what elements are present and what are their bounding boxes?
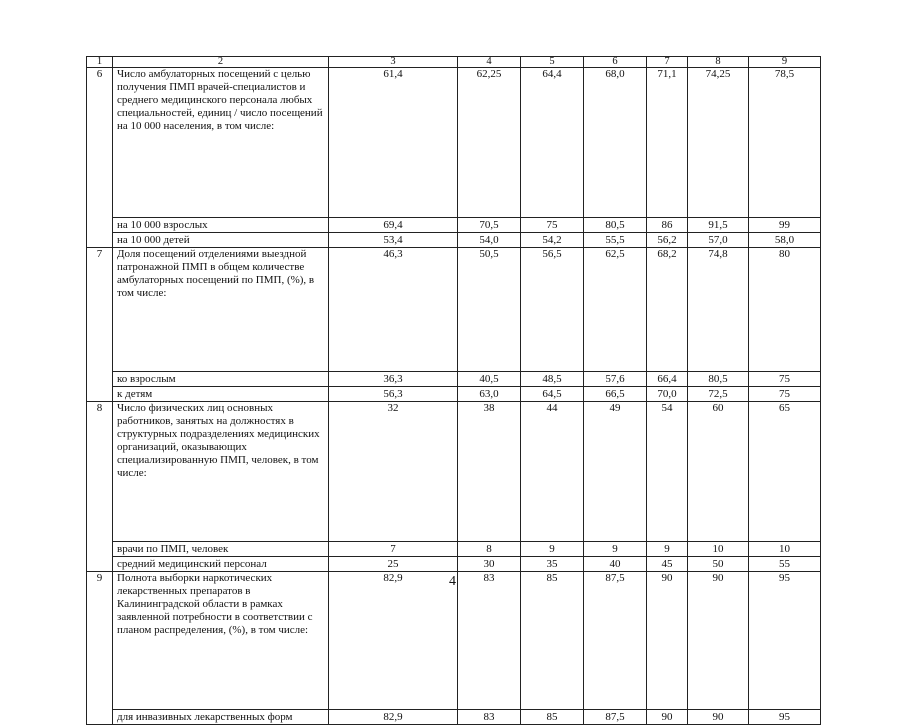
sub-indicator-name-cell: для инвазивных лекарственных форм: [113, 710, 329, 725]
row-number-cell: 8: [87, 402, 113, 572]
value-cell: 74,8: [688, 248, 749, 372]
column-header: 8: [688, 57, 749, 68]
row-number-cell: 6: [87, 68, 113, 248]
table-subrow: [87, 372, 821, 387]
value-cell: 7: [329, 542, 458, 557]
value-cell: 91,5: [688, 218, 749, 233]
value-cell: 70,0: [647, 387, 688, 402]
table-row: [87, 572, 821, 710]
value-cell: 90: [688, 572, 749, 710]
value-cell: 85: [521, 710, 584, 725]
column-header: 6: [584, 57, 647, 68]
value-cell: 36,3: [329, 372, 458, 387]
indicators-table: [86, 56, 821, 725]
value-cell: 80: [749, 248, 821, 372]
table-subrow: [87, 218, 821, 233]
value-cell: 53,4: [329, 233, 458, 248]
table-header-row: [87, 57, 821, 68]
value-cell: 9: [521, 542, 584, 557]
value-cell: 68,0: [584, 68, 647, 218]
indicator-name-cell: Число амбулаторных посещений с целью получения ПМП врачей-специалистов и среднего медицинского персонала любых специальностей, единиц / число посещений на 10 000 населения, в том числе:: [113, 68, 329, 218]
sub-indicator-name-cell: на 10 000 детей: [113, 233, 329, 248]
table-row: [87, 402, 821, 542]
value-cell: 55,5: [584, 233, 647, 248]
indicator-name-cell: Доля посещений отделениями выездной патронажной ПМП в общем количестве амбулаторных посещений по ПМП, (%), в том числе:: [113, 248, 329, 372]
value-cell: 8: [458, 542, 521, 557]
value-cell: 82,9: [329, 710, 458, 725]
value-cell: 71,1: [647, 68, 688, 218]
page-number: 4: [449, 574, 456, 589]
value-cell: 35: [521, 557, 584, 572]
value-cell: 46,3: [329, 248, 458, 372]
column-header: 1: [87, 57, 113, 68]
value-cell: 30: [458, 557, 521, 572]
value-cell: 99: [749, 218, 821, 233]
value-cell: 10: [688, 542, 749, 557]
value-cell: 68,2: [647, 248, 688, 372]
value-cell: 65: [749, 402, 821, 542]
value-cell: 48,5: [521, 372, 584, 387]
table-row: [87, 248, 821, 372]
value-cell: 66,5: [584, 387, 647, 402]
value-cell: 54,2: [521, 233, 584, 248]
column-header: 4: [458, 57, 521, 68]
value-cell: 60: [688, 402, 749, 542]
value-cell: 54,0: [458, 233, 521, 248]
row-number-cell: 7: [87, 248, 113, 402]
value-cell: 70,5: [458, 218, 521, 233]
value-cell: 80,5: [688, 372, 749, 387]
value-cell: 72,5: [688, 387, 749, 402]
table-subrow: [87, 387, 821, 402]
value-cell: 45: [647, 557, 688, 572]
column-header: 2: [113, 57, 329, 68]
table-subrow: [87, 557, 821, 572]
value-cell: 56,5: [521, 248, 584, 372]
value-cell: 95: [749, 572, 821, 710]
value-cell: 85: [521, 572, 584, 710]
value-cell: 90: [647, 710, 688, 725]
value-cell: 82,9: [329, 572, 458, 710]
value-cell: 50: [688, 557, 749, 572]
table-body: [87, 57, 821, 725]
value-cell: 40: [584, 557, 647, 572]
value-cell: 9: [584, 542, 647, 557]
sub-indicator-name-cell: средний медицинский персонал: [113, 557, 329, 572]
value-cell: 86: [647, 218, 688, 233]
value-cell: 56,3: [329, 387, 458, 402]
sub-indicator-name-cell: врачи по ПМП, человек: [113, 542, 329, 557]
row-number-cell: 9: [87, 572, 113, 725]
value-cell: 74,25: [688, 68, 749, 218]
value-cell: 61,4: [329, 68, 458, 218]
table-subrow: [87, 710, 821, 725]
value-cell: 50,5: [458, 248, 521, 372]
value-cell: 64,5: [521, 387, 584, 402]
value-cell: 32: [329, 402, 458, 542]
value-cell: 62,25: [458, 68, 521, 218]
value-cell: 75: [749, 372, 821, 387]
indicator-name-cell: Полнота выборки наркотических лекарственных препаратов в Калининградской области в рамках заявленной потребности в соответствии с планом распределения, (%), в том числе:: [113, 572, 329, 710]
column-header: 3: [329, 57, 458, 68]
table-subrow: [87, 233, 821, 248]
column-header: 7: [647, 57, 688, 68]
sub-indicator-name-cell: на 10 000 взрослых: [113, 218, 329, 233]
table-row: [87, 68, 821, 218]
value-cell: 87,5: [584, 710, 647, 725]
value-cell: 9: [647, 542, 688, 557]
value-cell: 83: [458, 710, 521, 725]
value-cell: 80,5: [584, 218, 647, 233]
value-cell: 66,4: [647, 372, 688, 387]
value-cell: 38: [458, 402, 521, 542]
column-header: 9: [749, 57, 821, 68]
value-cell: 90: [647, 572, 688, 710]
value-cell: 63,0: [458, 387, 521, 402]
value-cell: 57,0: [688, 233, 749, 248]
value-cell: 54: [647, 402, 688, 542]
value-cell: 64,4: [521, 68, 584, 218]
value-cell: 44: [521, 402, 584, 542]
value-cell: 10: [749, 542, 821, 557]
value-cell: 25: [329, 557, 458, 572]
indicator-name-cell: Число физических лиц основных работников, занятых на должностях в структурных подразделениях медицинских организаций, оказывающих специализированную ПМП, человек, в том числе:: [113, 402, 329, 542]
value-cell: 58,0: [749, 233, 821, 248]
table-subrow: [87, 542, 821, 557]
value-cell: 56,2: [647, 233, 688, 248]
value-cell: 87,5: [584, 572, 647, 710]
value-cell: 49: [584, 402, 647, 542]
value-cell: 78,5: [749, 68, 821, 218]
value-cell: 69,4: [329, 218, 458, 233]
value-cell: 95: [749, 710, 821, 725]
value-cell: 90: [688, 710, 749, 725]
value-cell: 55: [749, 557, 821, 572]
sub-indicator-name-cell: к детям: [113, 387, 329, 402]
value-cell: 62,5: [584, 248, 647, 372]
value-cell: 57,6: [584, 372, 647, 387]
value-cell: 75: [521, 218, 584, 233]
column-header: 5: [521, 57, 584, 68]
value-cell: 83: [458, 572, 521, 710]
value-cell: 75: [749, 387, 821, 402]
sub-indicator-name-cell: ко взрослым: [113, 372, 329, 387]
value-cell: 40,5: [458, 372, 521, 387]
